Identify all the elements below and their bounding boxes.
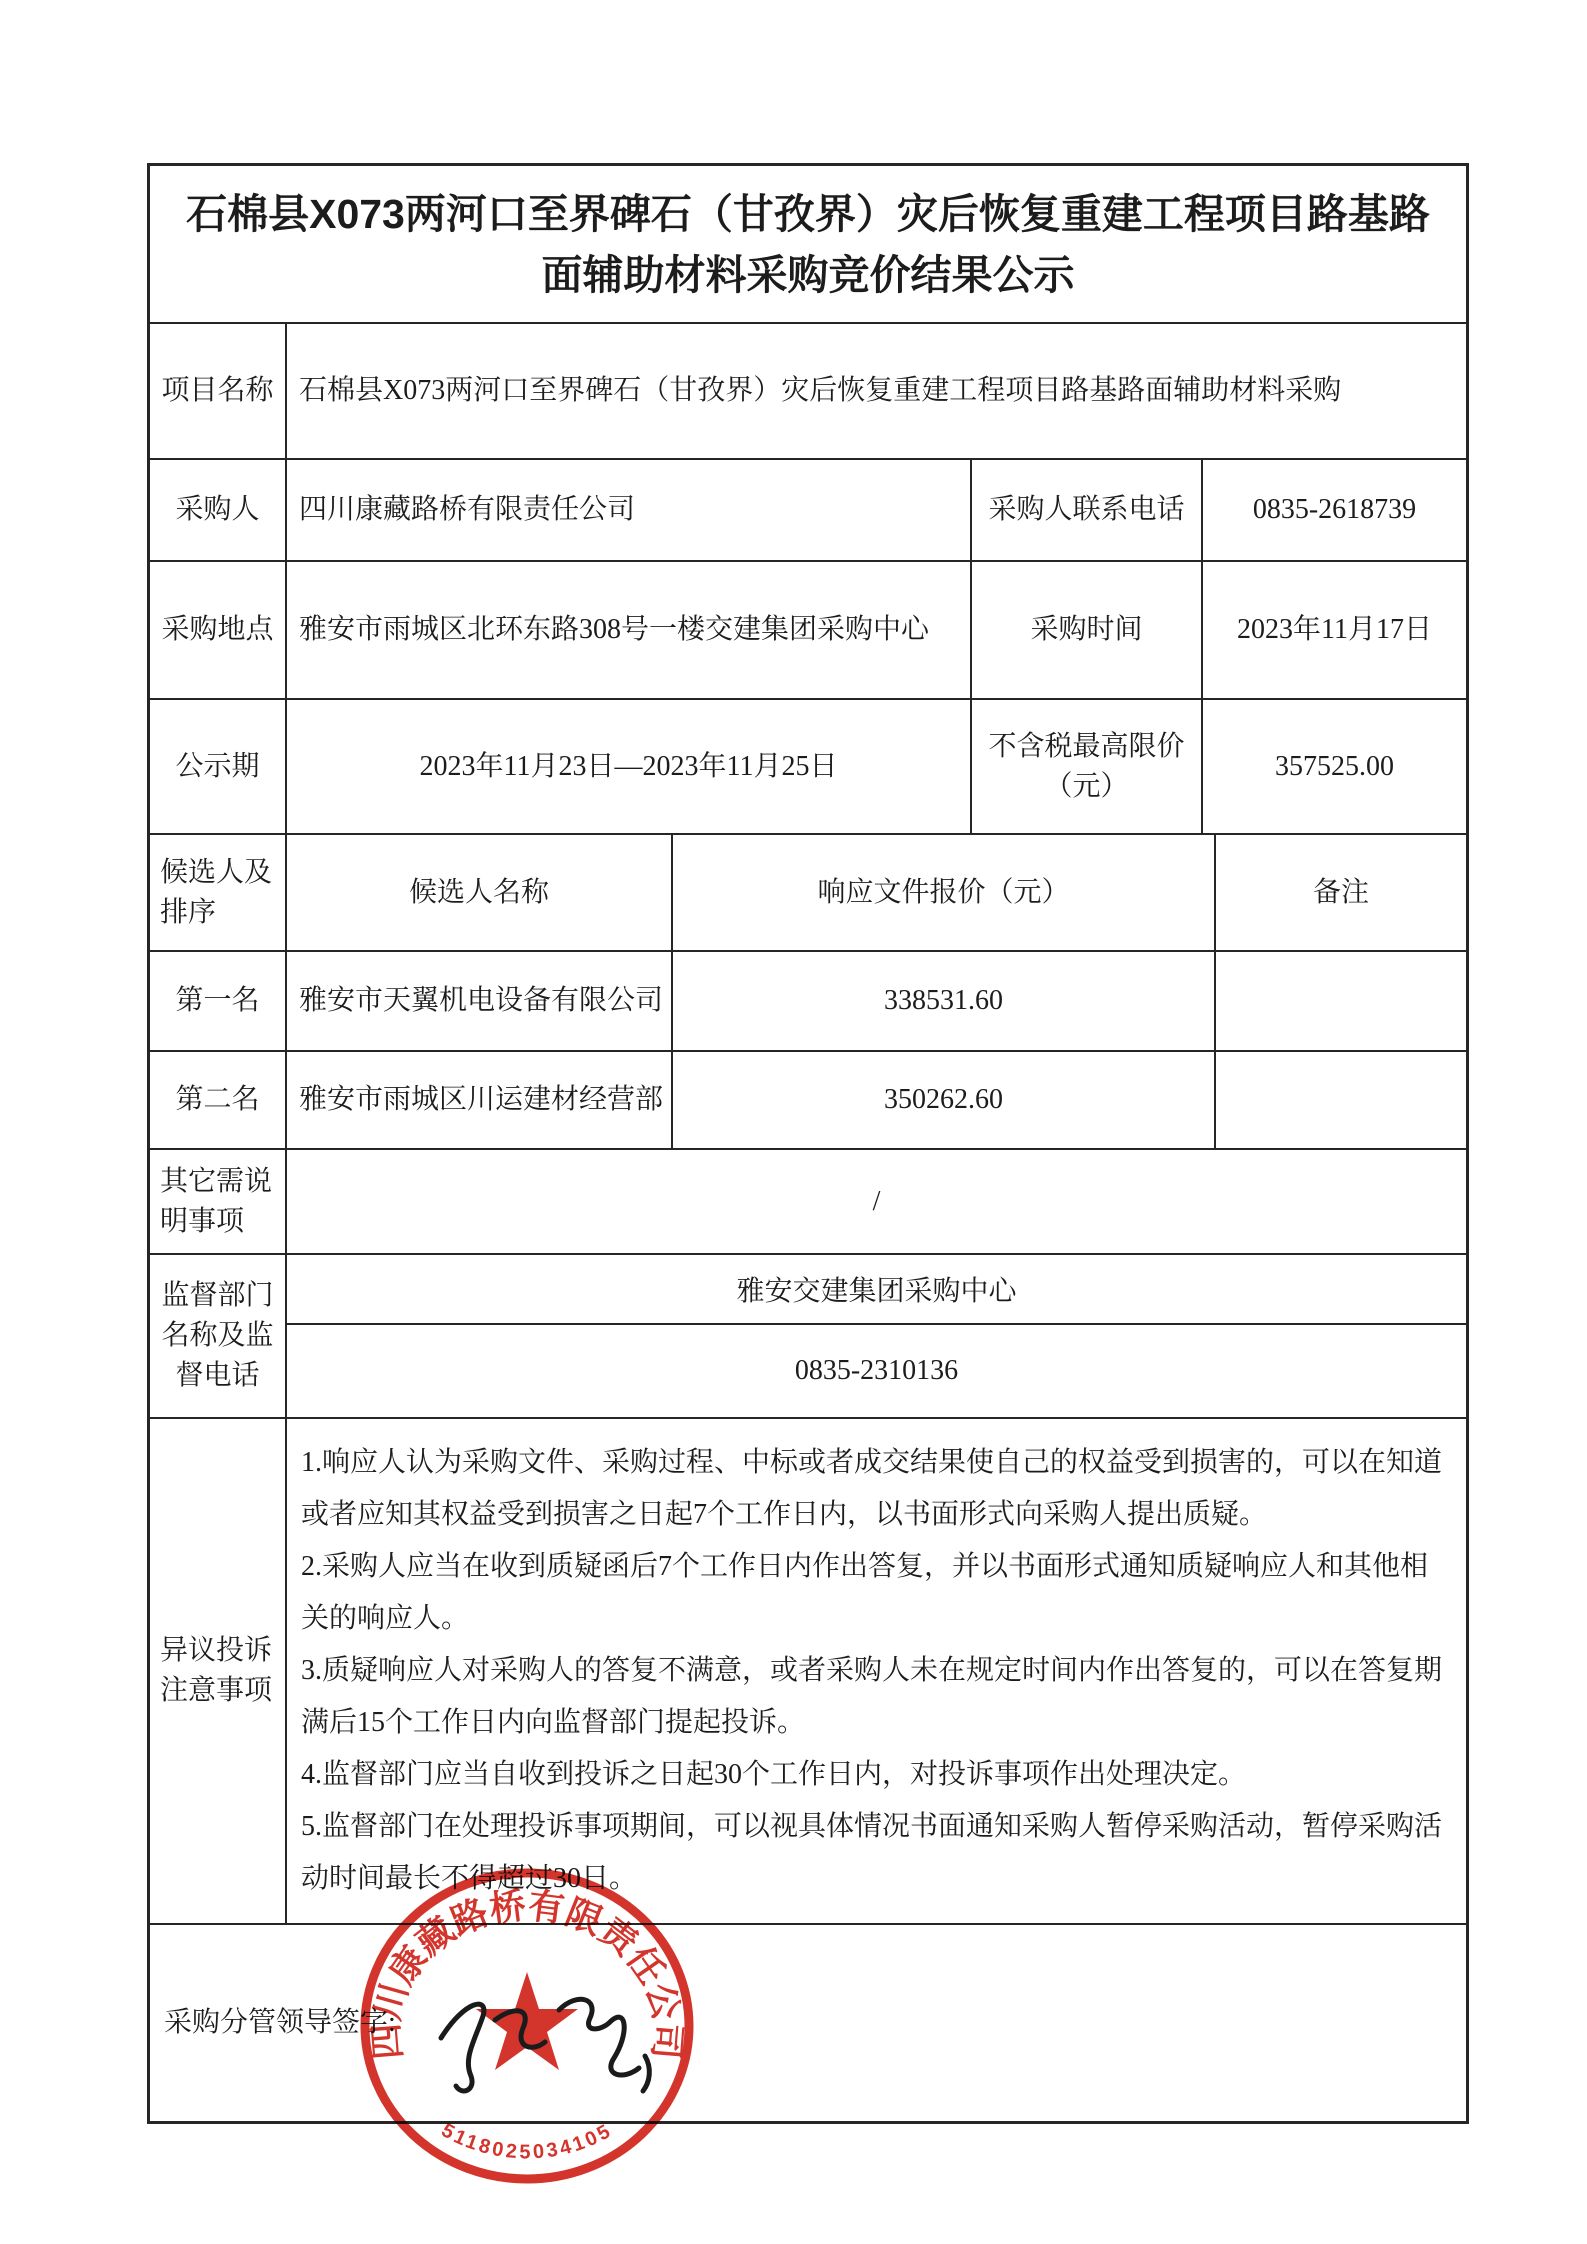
candidate-price: 338531.60 <box>671 952 1214 1050</box>
supervision-phone: 0835-2310136 <box>794 1355 959 1386</box>
seal-number-text: 5118025034105 <box>437 2119 617 2164</box>
objection-row <box>150 1417 1466 1923</box>
announcement-table <box>147 163 1469 2124</box>
svg-text:5118025034105 <box>438 2119 617 2163</box>
signature-row <box>150 1923 1466 2121</box>
supervision-row <box>150 1253 1466 1417</box>
publicity-row <box>150 698 1466 833</box>
place-value: 雅安市雨城区北环东路308号一楼交建集团采购中心 <box>285 562 970 698</box>
signature-label: 采购分管领导签字: <box>164 2007 396 2038</box>
project-name-row <box>150 322 1466 458</box>
table-row <box>150 1050 1466 1148</box>
place-row <box>150 560 1466 698</box>
objection-item: 3.质疑响应人对采购人的答复不满意，或者采购人未在规定时间内作出答复的，可以在答复期满后15个工作日内向监督部门提起投诉。 <box>301 1655 1443 1738</box>
objection-item: 4.监督部门应当自收到投诉之日起30个工作日内，对投诉事项作出处理决定。 <box>301 1759 1247 1790</box>
max-price-value: 357525.00 <box>1201 700 1466 833</box>
candidate-name: 雅安市天翼机电设备有限公司 <box>285 952 671 1050</box>
publicity-label: 公示期 <box>175 750 260 782</box>
project-name-value: 石棉县X073两河口至界碑石（甘孜界）灾后恢复重建工程项目路基路面辅助材料采购 <box>285 324 1466 458</box>
time-label: 采购时间 <box>970 562 1201 698</box>
candidate-name: 雅安市雨城区川运建材经营部 <box>285 1052 671 1148</box>
buyer-value: 四川康藏路桥有限责任公司 <box>285 460 970 560</box>
candidate-name-header: 候选人名称 <box>285 835 671 950</box>
other-notes-value: / <box>285 1150 1466 1253</box>
objection-item: 2.采购人应当在收到质疑函后7个工作日内作出答复，并以书面形式通知质疑响应人和其他相关的响应人。 <box>301 1551 1429 1634</box>
publicity-value: 2023年11月23日—2023年11月25日 <box>285 700 970 833</box>
table-row <box>150 950 1466 1050</box>
other-notes-label: 其它需说明事项 <box>160 1165 273 1237</box>
candidates-header-row <box>150 833 1466 950</box>
page-title: 石棉县X073两河口至界碑石（甘孜界）灾后恢复重建工程项目路基路面辅助材料采购竞价结果公示 <box>186 191 1430 298</box>
buyer-phone-value: 0835-2618739 <box>1201 460 1466 560</box>
max-price-label: 不含税最高限价（元） <box>970 700 1201 833</box>
other-notes-row <box>150 1148 1466 1253</box>
objection-item: 1.响应人认为采购文件、采购过程、中标或者成交结果使自己的权益受到损害的，可以在知道或者应知其权益受到损害之日起7个工作日内，以书面形式向采购人提出质疑。 <box>301 1447 1443 1530</box>
candidate-price: 350262.60 <box>671 1052 1214 1148</box>
title-row <box>150 166 1466 322</box>
supervision-name: 雅安交建集团采购中心 <box>287 1255 1466 1325</box>
candidate-rank: 第二名 <box>175 1084 260 1115</box>
time-value: 2023年11月17日 <box>1201 562 1466 698</box>
objection-item: 5.监督部门在处理投诉事项期间，可以视具体情况书面通知采购人暂停采购活动，暂停采购活动时间最长不得超过30日。 <box>301 1811 1443 1894</box>
candidate-rank: 第一名 <box>175 985 260 1016</box>
candidate-note <box>1214 1052 1466 1148</box>
candidates-section-label: 候选人及排序 <box>160 856 273 928</box>
objection-label: 异议投诉注意事项 <box>160 1635 273 1706</box>
supervision-label: 监督部门名称及监督电话 <box>161 1280 274 1391</box>
buyer-label: 采购人 <box>175 494 260 525</box>
buyer-row <box>150 458 1466 560</box>
place-label: 采购地点 <box>161 614 274 645</box>
candidate-note <box>1214 952 1466 1050</box>
seal-company-text: 四川康藏路桥有限责任公司 <box>364 1884 690 2061</box>
objection-body <box>285 1419 1466 1923</box>
candidate-note-header: 备注 <box>1214 835 1466 950</box>
candidate-price-header: 响应文件报价（元） <box>671 835 1214 950</box>
buyer-phone-label: 采购人联系电话 <box>970 460 1201 560</box>
project-name-label: 项目名称 <box>161 375 274 406</box>
